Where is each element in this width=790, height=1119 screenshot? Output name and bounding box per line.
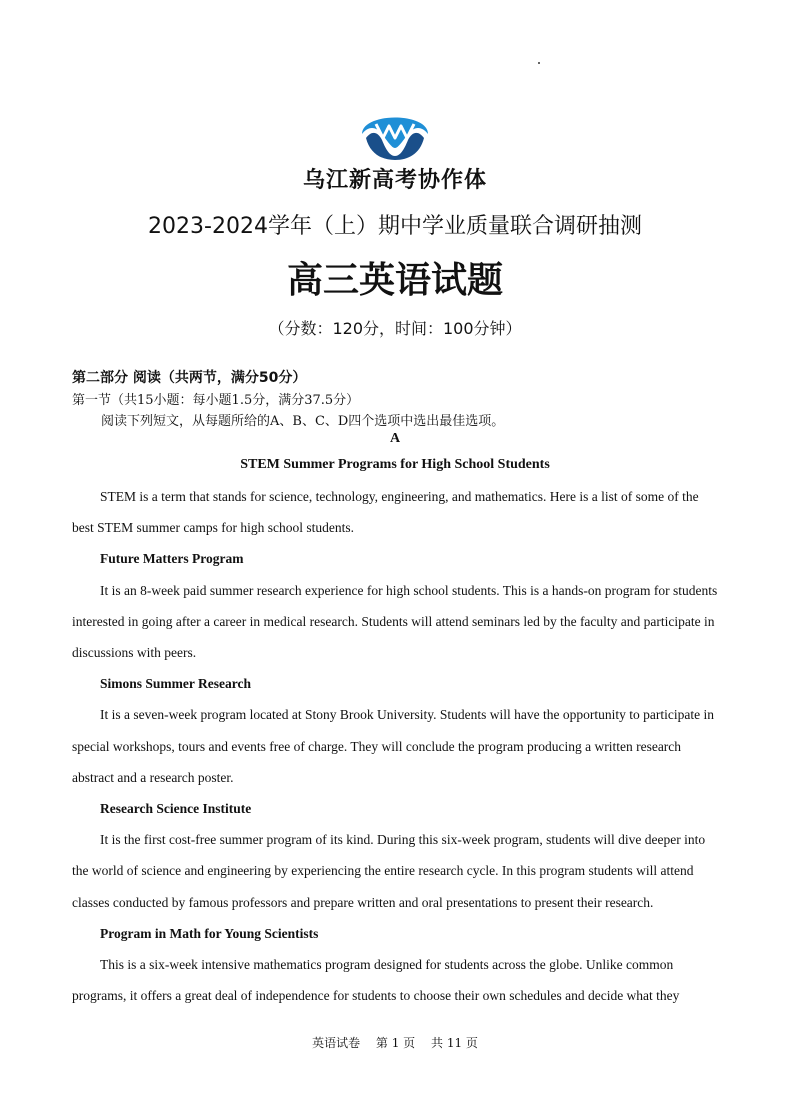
footer-total: 共 11 页 (431, 1036, 478, 1050)
wave-logo-icon (356, 104, 434, 162)
passage-title: STEM Summer Programs for High School Students (240, 457, 550, 472)
passage-body (72, 481, 718, 1011)
stray-dot (538, 62, 540, 64)
score-info: （分数：120分，时间：100分钟） (268, 319, 522, 338)
footer-page: 第 1 页 (375, 1036, 416, 1050)
program-heading: Program in Math for Young Scientists (100, 925, 319, 941)
page-footer (0, 1034, 790, 1051)
section-line: 第一节（共15小题：每小题1.5分，满分37.5分） (72, 393, 360, 408)
program-text: It is an 8-week paid summer research experience for high school students. This is a hands-on program for students interested in going after a career in medical research. Students will attend seminars led by the faculty and participate in discussions with peers. (72, 582, 718, 661)
program-text: It is a seven-week program located at Stony Brook University. Students will have the opportunity to participate in special workshops, tours and events free of charge. They will conclude the program producing a written research abstract and a research poster. (72, 707, 714, 785)
exam-subtitle: 2023-2024学年（上）期中学业质量联合调研抽测 (148, 214, 642, 239)
organization-name: 乌江新高考协作体 (302, 168, 487, 193)
footer-subject: 英语试卷 (312, 1036, 361, 1050)
part-heading: 第二部分 阅读（共两节，满分50分） (72, 370, 307, 386)
program-text: This is a six-week intensive mathematics program designed for students across the globe. Unlike common programs, it offers a great deal of independence for students to choose their own schedules and decide what they (72, 957, 680, 1004)
passage-letter: A (389, 431, 401, 446)
program-heading: Research Science Institute (100, 801, 252, 817)
exam-title: 高三英语试题 (286, 260, 503, 301)
instruction: 阅读下列短文，从每题所给的A、B、C、D四个选项中选出最佳选项。 (101, 414, 505, 429)
program-heading: Simons Summer Research (100, 676, 251, 692)
program-heading: Future Matters Program (100, 551, 244, 567)
passage-intro: STEM is a term that stands for science, technology, engineering, and mathematics. Here is a list of some of the best STEM summer camps for high school students. (72, 489, 699, 536)
program-text: It is the first cost-free summer program of its kind. During this six-week program, students will dive deeper into the world of science and engineering by experiencing the entire research cycle. In this program students will attend classes conducted by famous professors and prepare written and oral presentations to present their research. (72, 832, 706, 910)
